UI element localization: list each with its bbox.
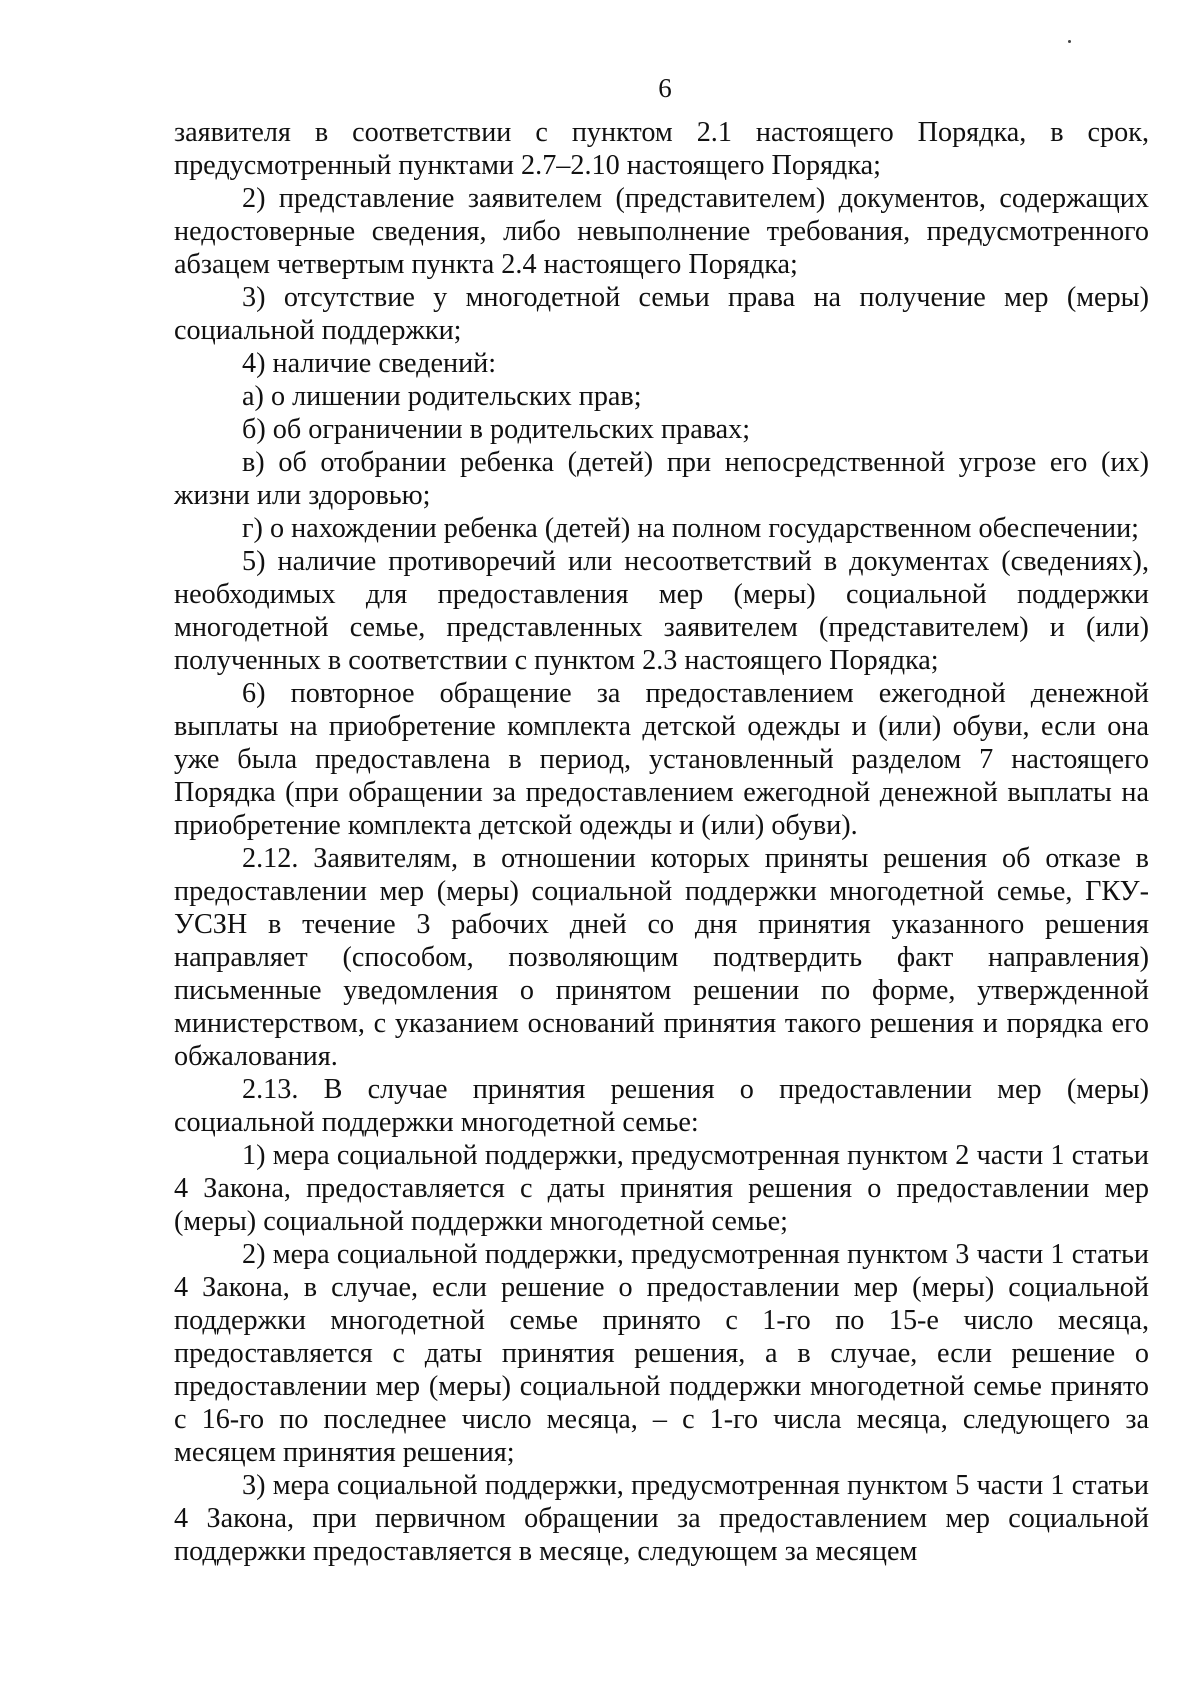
paragraph-section-2-12: 2.12. Заявителям, в отношении которых приняты решения об отказе в предоставлении мер (меры) социальной поддержки многодетной семье, ГКУ-УСЗН в течение 3 рабочих дней со дня принятия указанного решения направляет (способом, позволяющим подтвердить факт направления) письменные уведомления о принятом решении по форме, утвержденной министерством, с указанием оснований принятия такого решения и порядка его обжалования. [174,843,1149,1072]
paragraph-subitem-g: г) о нахождении ребенка (детей) на полном государственном обеспечении; [242,513,1140,544]
paragraph-section-2-13: 2.13. В случае принятия решения о предоставлении мер (меры) социальной поддержки многодетной семье: [174,1074,1149,1138]
paragraph-2-13-item-2: 2) мера социальной поддержки, предусмотренная пунктом 3 части 1 статьи 4 Закона, в случае, если решение о предоставлении мер (меры) социальной поддержки многодетной семье принято с 1-го по 15-е число месяца, предоставляется с даты принятия решения, а в случае, если решение о предоставлении мер (меры) социальной поддержки многодетной семье принято с 16-го по последнее число месяца, – с 1-го числа месяца, следующего за месяцем принятия решения; [174,1239,1149,1468]
paragraph-subitem-b: б) об ограничении в родительских правах; [242,414,751,445]
paragraph-item-6: 6) повторное обращение за предоставлением ежегодной денежной выплаты на приобретение комплекта детской одежды и (или) обуви, если она уже была предоставлена в период, установленный разделом 7 настоящего Порядка (при обращении за предоставлением ежегодной денежной выплаты на приобретение комплекта детской одежды и (или) обуви). [174,678,1149,841]
paragraph-2-13-item-3: 3) мера социальной поддержки, предусмотренная пунктом 5 части 1 статьи 4 Закона, при первичном обращении за предоставлением мер социальной поддержки предоставляется в месяце, следующем за месяцем [174,1470,1149,1567]
paragraph-2-13-item-1: 1) мера социальной поддержки, предусмотренная пунктом 2 части 1 статьи 4 Закона, предоставляется с даты принятия решения о предоставлении мер (меры) социальной поддержки многодетной семье; [174,1140,1149,1237]
document-body [174,116,1149,1568]
paragraph-subitem-v: в) об отобрании ребенка (детей) при непосредственной угрозе его (их) жизни или здоровью; [174,447,1149,511]
paragraph-item-3: 3) отсутствие у многодетной семьи права на получение мер (меры) социальной поддержки; [174,282,1149,346]
paragraph-subitem-a: а) о лишении родительских прав; [242,381,642,412]
scan-speck [1068,40,1071,43]
paragraph-item-2: 2) представление заявителем (представителем) документов, содержащих недостоверные сведения, либо невыполнение требования, предусмотренного абзацем четвертым пункта 2.4 настоящего Порядка; [174,183,1149,280]
page-number: 6 [658,73,672,103]
paragraph-continuation: заявителя в соответствии с пунктом 2.1 настоящего Порядка, в срок, предусмотренный пунктами 2.7–2.10 настоящего Порядка; [174,117,1149,181]
paragraph-item-4: 4) наличие сведений: [242,348,497,379]
paragraph-item-5: 5) наличие противоречий или несоответствий в документах (сведениях), необходимых для предоставления мер (меры) социальной поддержки многодетной семье, представленных заявителем (представителем) и (или) полученных в соответствии с пунктом 2.3 настоящего Порядка; [174,546,1149,676]
